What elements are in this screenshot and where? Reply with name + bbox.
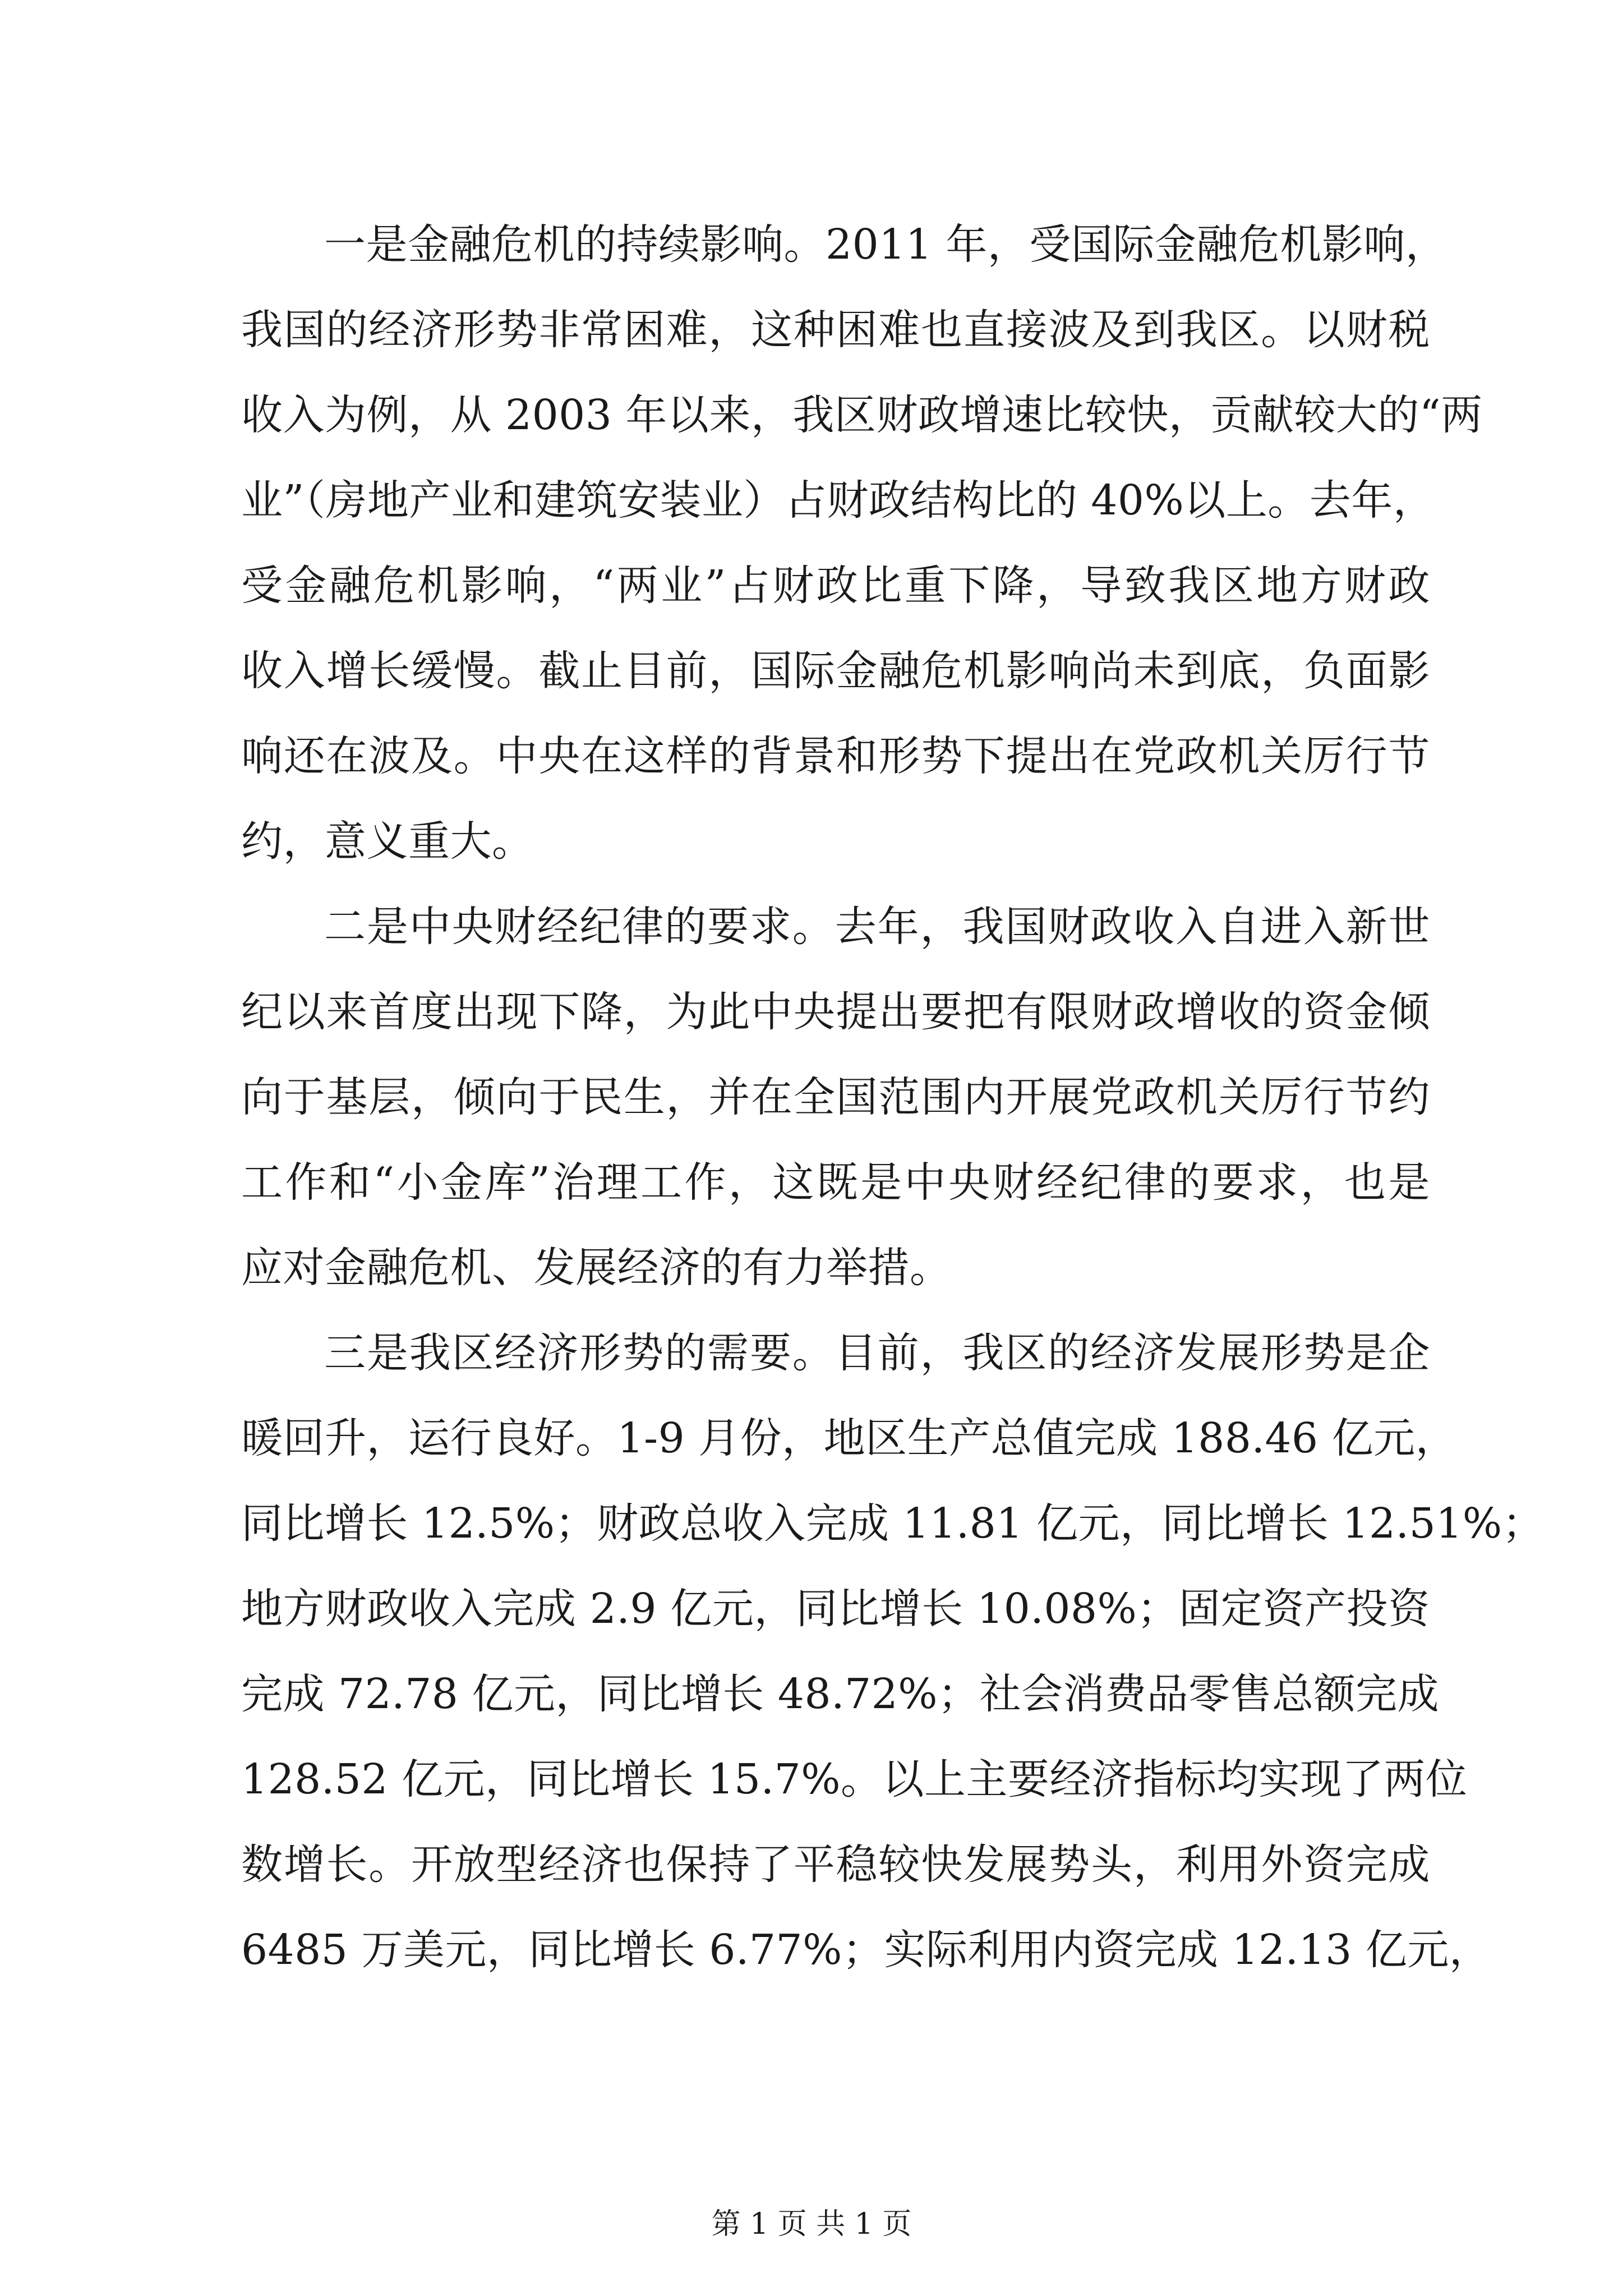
- paragraph-1-line-8: 约，意义重大。: [241, 817, 534, 866]
- paragraph-3-line-5: 完成 72.78 亿元，同比增长 48.72%；社会消费品零售总额完成: [241, 1670, 1440, 1718]
- paragraph-2-line-1: 二是中央财经纪律的要求。去年，我国财政收入自进入新世: [324, 903, 1430, 951]
- paragraph-3-line-4: 地方财政收入完成 2.9 亿元，同比增长 10.08%；固定资产投资: [241, 1585, 1430, 1633]
- page-footer: 第 1 页 共 1 页: [711, 2207, 912, 2241]
- paragraph-1-line-7: 响还在波及。中央在这样的背景和形势下提出在党政机关厉行节: [241, 732, 1430, 780]
- paragraph-3-line-1: 三是我区经济形势的需要。目前，我区的经济发展形势是企: [324, 1329, 1430, 1377]
- paragraph-3-line-6: 128.52 亿元，同比增长 15.7%。以上主要经济指标均实现了两位: [241, 1755, 1468, 1803]
- paragraph-1-line-1: 一是金融危机的持续影响。2011 年，受国际金融危机影响，: [324, 220, 1447, 269]
- paragraph-1-line-2: 我国的经济形势非常困难，这种困难也直接波及到我区。以财税: [241, 306, 1430, 354]
- paragraph-3-line-8: 6485 万美元，同比增长 6.77%；实际利用内资完成 12.13 亿元，: [241, 1926, 1491, 1974]
- paragraph-1-line-3: 收入为例，从 2003 年以来，我区财政增速比较快，贡献较大的“两: [241, 391, 1483, 439]
- paragraph-1-line-6: 收入增长缓慢。截止目前，国际金融危机影响尚未到底，负面影: [241, 647, 1430, 695]
- paragraph-3-line-7: 数增长。开放型经济也保持了平稳较快发展势头，利用外资完成: [241, 1841, 1430, 1889]
- document-body: [241, 202, 1544, 1993]
- paragraph-2-line-5: 应对金融危机、发展经济的有力举措。: [241, 1244, 952, 1292]
- paragraph-3-line-2: 暖回升，运行良好。1-9 月份，地区生产总值完成 188.46 亿元，: [241, 1414, 1458, 1462]
- paragraph-2-line-3: 向于基层，倾向于民生，并在全国范围内开展党政机关厉行节约: [241, 1073, 1430, 1121]
- paragraph-1-line-5: 受金融危机影响，“两业”占财政比重下降，导致我区地方财政: [241, 562, 1430, 610]
- paragraph-2-line-4: 工作和“小金库”治理工作，这既是中央财经纪律的要求，也是: [241, 1158, 1430, 1207]
- paragraph-2-line-2: 纪以来首度出现下降，为此中央提出要把有限财政增收的资金倾: [241, 988, 1430, 1036]
- paragraph-3-line-3: 同比增长 12.5%；财政总收入完成 11.81 亿元，同比增长 12.51%；: [241, 1499, 1544, 1548]
- paragraph-1-line-4: 业”（房地产业和建筑安装业）占财政结构比的 40%以上。去年，: [241, 476, 1435, 524]
